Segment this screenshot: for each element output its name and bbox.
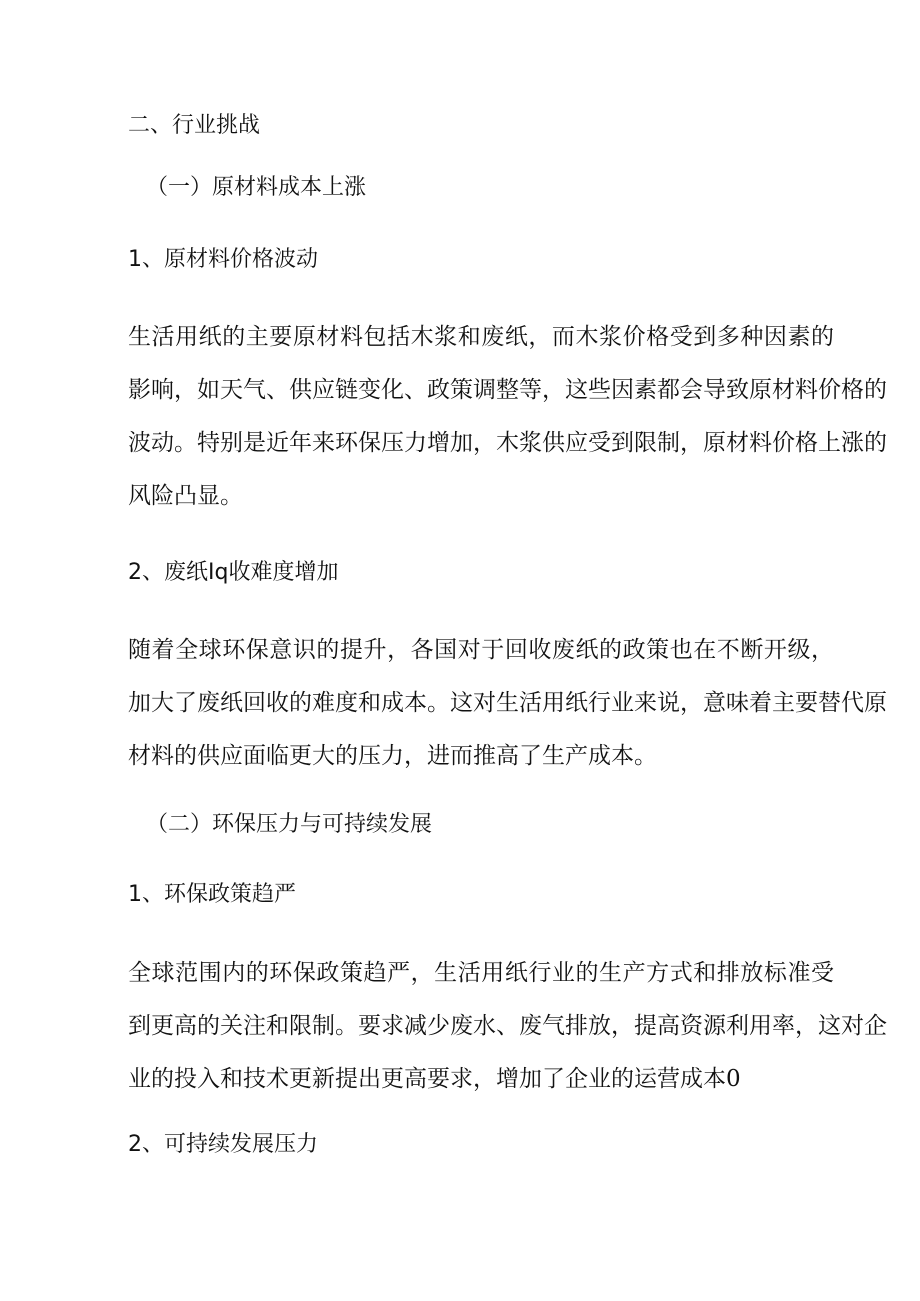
paragraph-1-1 bbox=[128, 326, 834, 349]
subsection-title-2: （二）环保压力与可持续发展 bbox=[146, 812, 433, 837]
item-title-2-2: 2、可持续发展压力 bbox=[128, 1132, 318, 1157]
section-title: 二、行业挑战 bbox=[128, 113, 261, 138]
paragraph-line: 加大了废纸回收的难度和成本。这对生活用纸行业来说，意味着主要替代原 bbox=[128, 690, 887, 716]
paragraph-line: 波动。特别是近年来环保压力增加，木浆供应受到限制，原材料价格上涨的 bbox=[128, 430, 887, 456]
item-title-1-2: 2、废纸Iq收难度增加 bbox=[128, 560, 339, 585]
item-title-2-1: 1、环保政策趋严 bbox=[128, 882, 296, 907]
paragraph-line: 影响，如天气、供应链变化、政策调整等，这些因素都会导致原材料价格的 bbox=[128, 377, 887, 403]
paragraph-1-2-line-3 bbox=[128, 745, 834, 768]
paragraph-1-1-line-2 bbox=[128, 377, 887, 403]
paragraph-line: 全球范围内的环保政策趋严，生活用纸行业的生产方式和排放标准受 bbox=[128, 960, 834, 986]
paragraph-2-1-line-2 bbox=[128, 1013, 887, 1039]
paragraph-1-2-line-2 bbox=[128, 690, 887, 716]
paragraph-1-1-line-3 bbox=[128, 430, 887, 456]
paragraph-line: 业的投入和技术更新提出更高要求，增加了企业的运营成本0 bbox=[128, 1066, 741, 1092]
paragraph-line: 材料的供应面临更大的压力，进而推高了生产成本。 bbox=[128, 743, 657, 769]
paragraph-1-2 bbox=[128, 639, 834, 662]
subsection-title-1: （一）原材料成本上涨 bbox=[146, 175, 367, 200]
paragraph-line: 随着全球环保意识的提升，各国对于回收废纸的政策也在不断开级， bbox=[128, 637, 834, 663]
paragraph-line: 风险凸显。 bbox=[128, 483, 243, 509]
paragraph-line: 生活用纸的主要原材料包括木浆和废纸，而木浆价格受到多种因素的 bbox=[128, 324, 834, 350]
paragraph-2-1-line-3 bbox=[128, 1068, 834, 1091]
item-title-1-1: 1、原材料价格波动 bbox=[128, 247, 318, 272]
paragraph-2-1 bbox=[128, 962, 834, 985]
paragraph-1-1-line-4 bbox=[128, 485, 834, 508]
paragraph-line: 到更高的关注和限制。要求减少废水、废气排放，提高资源利用率，这对企 bbox=[128, 1013, 887, 1039]
